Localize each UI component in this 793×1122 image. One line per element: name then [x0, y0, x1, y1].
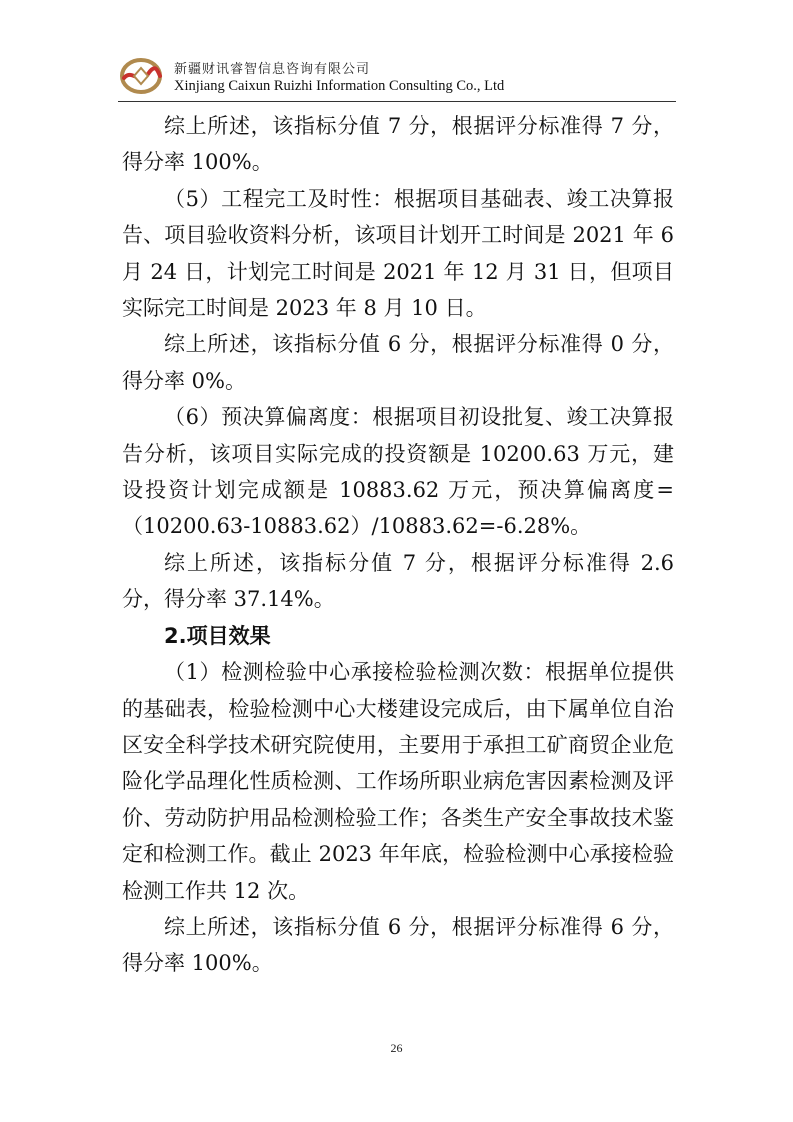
section-heading-project-effect: 2.项目效果 — [164, 623, 271, 648]
document-body — [122, 108, 674, 982]
page-number: 26 — [390, 1041, 403, 1055]
company-name-cn: 新疆财讯睿智信息咨询有限公司 — [174, 62, 371, 77]
paragraph-summary-1: 综上所述，该指标分值 7 分，根据评分标准得 7 分，得分率 100%。 — [122, 114, 674, 175]
paragraph-budget-deviation: （6）预决算偏离度：根据项目初设批复、竣工决算报告分析，该项目实际完成的投资额是 10200.63 万元，建设投资计划完成额是 10883.62 万元，预决算偏离度= — [122, 405, 674, 503]
paragraph-budget-formula: （10200.63-10883.62）/10883.62=-6.28%。 — [122, 514, 592, 539]
paragraph-summary-4: 综上所述，该指标分值 6 分，根据评分标准得 6 分，得分率 100%。 — [122, 914, 674, 976]
paragraph-completion-timeliness: （5）工程完工及时性：根据项目基础表、竣工决算报告、项目验收资料分析，该项目计划开工时间是 2021 年 6 月 24 日，计划完工时间是 2021 年 12 月 31 日，但项目实际完工时间是 2023 年 8 月 10 日。 — [122, 186, 674, 321]
paragraph-summary-3: 综上所述，该指标分值 7 分，根据评分标准得 2.6 分，得分率 37.14%。 — [122, 550, 674, 612]
company-logo-icon — [118, 56, 164, 96]
paragraph-summary-2: 综上所述，该指标分值 6 分，根据评分标准得 0 分，得分率 0%。 — [122, 332, 674, 393]
company-name-en: Xinjiang Caixun Ruizhi Information Consulting Co., Ltd — [174, 78, 505, 94]
paragraph-testing-count: （1）检测检验中心承接检验检测次数：根据单位提供的基础表，检验检测中心大楼建设完成后，由下属单位自治区安全科学技术研究院使用，主要用于承担工矿商贸企业危险化学品理化性质检测、工作场所职业病危害因素检测及评价、劳动防护用品检测检验工作；各类生产安全事故技术鉴定和检测工作。截止 2023 年年底，检验检测中心承接检验检测工作共 12 次。 — [122, 660, 674, 903]
page-header — [118, 50, 676, 102]
header-rule — [118, 101, 676, 102]
